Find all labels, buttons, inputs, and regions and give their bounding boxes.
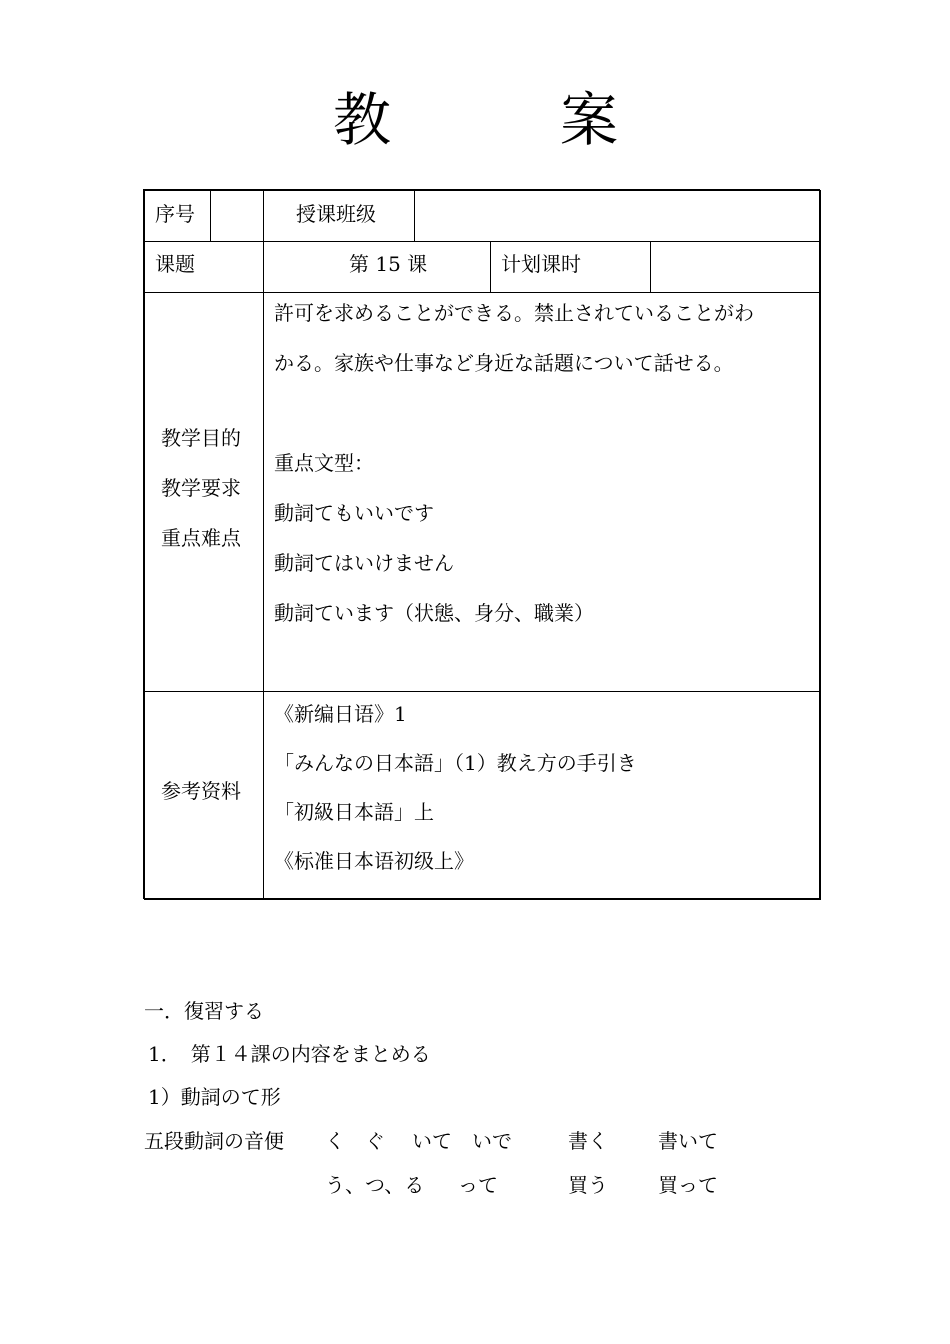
reference-item: 《新编日语》1 — [274, 702, 407, 726]
title-char-2: 案 — [560, 86, 619, 154]
item-heading: 1． 第１４課の内容をまとめる — [148, 1042, 431, 1066]
row2-form: って — [458, 1173, 498, 1197]
section-heading: 一．復習する — [144, 999, 264, 1023]
hours-label: 计划课时 — [501, 252, 581, 276]
reference-item: 「初級日本語」上 — [274, 800, 434, 824]
serial-label-cell — [144, 190, 211, 242]
hours-value-cell — [650, 241, 821, 293]
class-value-cell — [414, 190, 821, 242]
row2-ending: う、つ、る — [325, 1173, 425, 1197]
objective-line: 許可を求めることができる。禁止されていることがわ — [274, 301, 754, 325]
hours-label-cell — [490, 241, 651, 293]
lesson-plan-table — [143, 189, 820, 899]
reference-item: 「みんなの日本語」（1）教え方の手引き — [274, 751, 637, 775]
class-label: 授课班级 — [296, 202, 376, 226]
page-title — [0, 80, 950, 160]
reference-item: 《标准日本语初级上》 — [274, 849, 474, 873]
objective-line: かる。家族や仕事など身近な話題について話せる。 — [274, 351, 734, 375]
serial-value-cell — [210, 190, 264, 242]
row1-example-te: 書いて — [658, 1129, 718, 1153]
objectives-content-cell — [263, 292, 821, 692]
serial-label: 序号 — [155, 202, 195, 226]
topic-label: 课题 — [155, 252, 195, 276]
row1-ending: く ぐ — [325, 1129, 385, 1153]
class-label-cell — [263, 190, 415, 242]
row1-form: いて いで — [412, 1129, 512, 1153]
objectives-label-cell — [144, 292, 264, 692]
topic-label-cell — [144, 241, 264, 293]
references-label: 参考资料 — [161, 779, 241, 803]
title-char-1: 教 — [333, 86, 392, 154]
subitem-heading: 1）動詞のて形 — [148, 1085, 281, 1109]
references-label-cell — [144, 691, 264, 900]
references-content-cell — [263, 691, 821, 900]
topic-value: 第 15 课 — [349, 252, 428, 276]
row1-example-dict: 書く — [568, 1129, 608, 1153]
key-pattern-heading: 重点文型： — [274, 451, 374, 475]
objectives-label-1: 教学目的 — [161, 426, 241, 450]
topic-value-cell — [263, 241, 491, 293]
objectives-label-2: 教学要求 — [161, 476, 241, 500]
godan-label: 五段動詞の音便 — [144, 1129, 284, 1153]
row2-example-te: 買って — [658, 1173, 718, 1197]
key-pattern: 動詞てもいいです — [274, 501, 434, 525]
key-pattern: 動詞ています（状態、身分、職業） — [274, 601, 594, 625]
row2-example-dict: 買う — [568, 1173, 608, 1197]
objectives-label-3: 重点难点 — [161, 526, 241, 550]
key-pattern: 動詞てはいけません — [274, 551, 454, 575]
